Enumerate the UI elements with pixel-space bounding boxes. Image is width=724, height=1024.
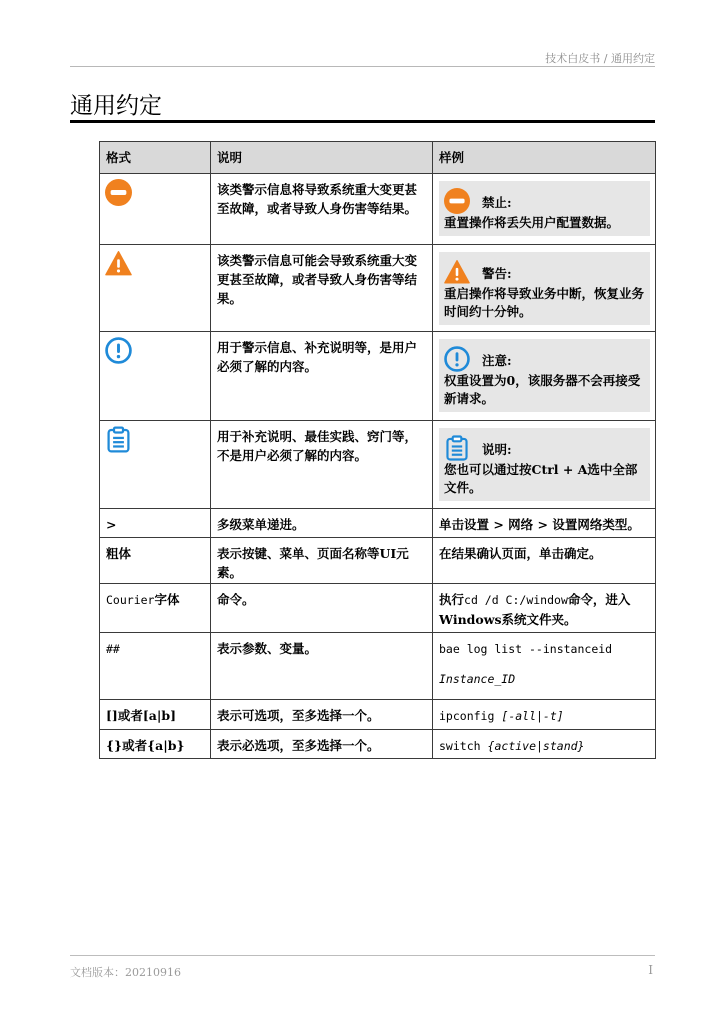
description-cell: 用于补充说明、最佳实践、窍门等，不是用户必须了解的内容。 [211, 421, 433, 509]
example-code: cd /d C:/window [464, 593, 568, 607]
notice-icon [444, 346, 470, 372]
table-header-row [100, 142, 656, 174]
format-cell [100, 245, 211, 332]
footer-divider [70, 955, 655, 956]
table-row [100, 633, 656, 700]
format-cell [100, 332, 211, 421]
example-callout [439, 181, 650, 236]
example-cell [433, 245, 656, 332]
format-cell [100, 584, 211, 633]
breadcrumb: 技术白皮书 / 通用约定 [545, 52, 655, 65]
column-header-format: 格式 [100, 142, 211, 174]
title-divider [70, 120, 655, 123]
description-cell: 表示参数、变量。 [211, 633, 433, 700]
note-icon [444, 435, 470, 461]
table-row [100, 730, 656, 759]
description-cell: 多级菜单递进。 [211, 509, 433, 538]
description-cell: 命令。 [211, 584, 433, 633]
callout-label: 注意: [482, 353, 512, 368]
table-row [100, 538, 656, 584]
format-cell: {}或者{a|b} [100, 730, 211, 759]
page-title: 通用约定 [70, 93, 162, 119]
format-text: 字体 [154, 592, 180, 607]
notice-icon [105, 337, 132, 364]
example-text-after: 命令，进入Windows系统文件夹。 [439, 592, 631, 627]
example-command: ipconfig [439, 709, 495, 723]
callout-text: 权重设置为0，该服务器不会再接受新请求。 [444, 373, 641, 406]
table-row [100, 332, 656, 421]
callout-header [444, 257, 645, 285]
table-row [100, 245, 656, 332]
example-command: switch [439, 739, 481, 753]
column-header-description: 说明 [211, 142, 433, 174]
warning-icon [444, 259, 470, 285]
callout-label: 禁止: [482, 195, 512, 210]
danger-icon [444, 188, 470, 214]
description-cell: 表示按键、菜单、页面名称等UI元素。 [211, 538, 433, 584]
callout-header [444, 433, 645, 461]
table-row [100, 509, 656, 538]
format-cell: > [100, 509, 211, 538]
table-row [100, 700, 656, 730]
callout-label: 说明: [482, 442, 512, 457]
callout-label: 警告: [482, 266, 512, 281]
description-cell: 表示必选项，至多选择一个。 [211, 730, 433, 759]
callout-header [444, 186, 645, 214]
example-options: [-all|-t] [501, 709, 564, 723]
format-cell [100, 633, 211, 700]
note-icon [105, 426, 132, 453]
format-cell: []或者[a|b] [100, 700, 211, 730]
callout-header [444, 344, 645, 372]
description-cell: 该类警示信息可能会导致系统重大变更甚至故障，或者导致人身伤害等结果。 [211, 245, 433, 332]
example-callout [439, 252, 650, 325]
document-version: 文档版本：20210916 [70, 966, 181, 979]
example-cell [433, 584, 656, 633]
column-header-example: 样例 [433, 142, 656, 174]
format-code: Courier [106, 593, 155, 607]
example-callout [439, 428, 650, 501]
example-cell [433, 730, 656, 759]
format-code: ## [106, 642, 120, 656]
example-callout [439, 339, 650, 412]
example-variable: Instance_ID [439, 672, 516, 686]
format-cell [100, 421, 211, 509]
callout-text: 您也可以通过按Ctrl + A选中全部文件。 [444, 462, 638, 495]
example-cell: 在结果确认页面，单击确定。 [433, 538, 656, 584]
example-cell: 单击设置 > 网络 > 设置网络类型。 [433, 509, 656, 538]
callout-text: 重置操作将丢失用户配置数据。 [444, 215, 620, 230]
example-cell [433, 421, 656, 509]
format-cell [100, 174, 211, 245]
callout-text: 重启操作将导致业务中断，恢复业务时间约十分钟。 [444, 286, 645, 319]
example-options: {active|stand} [487, 739, 585, 753]
example-cell [433, 332, 656, 421]
table-row [100, 421, 656, 509]
page-number: I [648, 963, 653, 977]
format-cell: 粗体 [100, 538, 211, 584]
example-cell [433, 174, 656, 245]
example-text-before: 执行 [439, 592, 465, 607]
description-cell: 用于警示信息、补充说明等，是用户必须了解的内容。 [211, 332, 433, 421]
example-cell [433, 633, 656, 700]
example-cell [433, 700, 656, 730]
header-divider [70, 66, 655, 67]
example-command: bae log list --instanceid [439, 642, 613, 656]
danger-icon [105, 179, 132, 206]
description-cell: 该类警示信息将导致系统重大变更甚至故障，或者导致人身伤害等结果。 [211, 174, 433, 245]
warning-icon [105, 250, 132, 277]
description-cell: 表示可选项，至多选择一个。 [211, 700, 433, 730]
table-row [100, 174, 656, 245]
table-row [100, 584, 656, 633]
conventions-table [99, 141, 656, 759]
